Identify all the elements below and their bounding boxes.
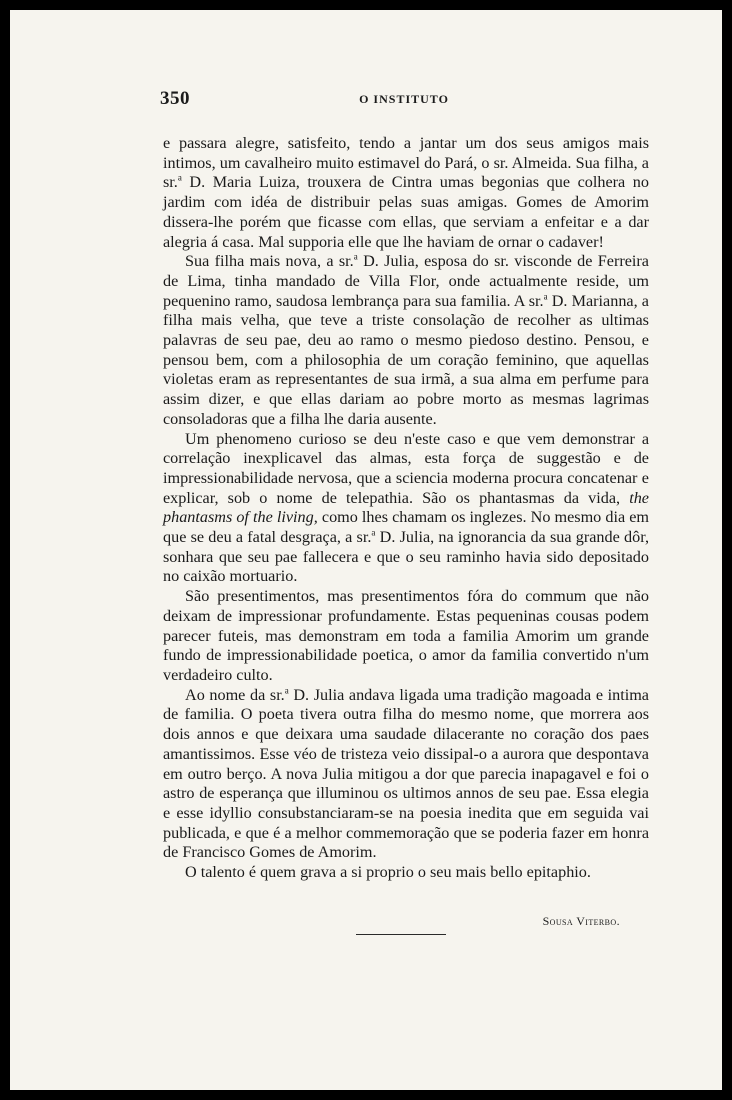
- text-segment: D. Marianna, a filha mais velha, que teve a triste consolação de recolher as ultimas palavras de seu pae, deu ao ramo o mesmo piedoso destino. Pensou, e pensou bem, com a philosophia de um coração feminino, que aquellas violetas eram as representantes de sua irmã, a sua alma em perfume para assim dizer, e que ellas dariam ao pobre morto as mesmas lagrimas consoladoras que a filha lhe daria ausente.: [163, 291, 649, 428]
- page-header: [160, 88, 648, 110]
- text-segment: como lhes chamam os inglezes. No mesmo dia em que se deu a fatal desgraça, a sr.: [163, 508, 649, 547]
- text-segment: D. Julia, esposa do sr. visconde de Ferreira de Lima, tinha mandado de Villa Flor, onde actualmente reside, um pequenino ramo, saudosa lembrança para sua familia. A sr.: [163, 252, 649, 310]
- book-page: [10, 10, 722, 1090]
- text-segment: Sua filha mais nova, a sr.: [185, 252, 354, 271]
- text-segment: Ao nome da sr.: [185, 685, 285, 704]
- author-signature: Sousa Viterbo.: [542, 914, 620, 928]
- paragraph: [163, 134, 649, 252]
- superscript: a: [371, 527, 376, 538]
- superscript: a: [284, 685, 289, 696]
- superscript: a: [543, 291, 548, 302]
- paragraph: [163, 587, 649, 686]
- text-segment: Um phenomeno curioso se deu n'este caso e que vem demonstrar a correlação inexplicavel das almas, esta força de suggestão e de impressionabilidade nervosa, que a sciencia moderna procura concatenar e explicar, sob o nome de telepathia. São os phantasmas da vida,: [163, 429, 649, 507]
- text-segment: D. Julia andava ligada uma tradição magoada e intima de familia. O poeta tivera outra filha do mesmo nome, que morrera aos dois annos e que deixara uma saudade dilacerante no coração dos paes amantissimos. Esse véo de tristeza veio dissipal-o a aurora que despontava em outro berço. A nova Julia mitigou a dor que parecia inapagavel e foi o astro de esperança que illuminou os ultimos annos de seu pae. Essa elegia e esse idyllio consubstanciaram-se na poesia inedita que em seguida vai publicada, e que é a melhor commemoração que se poderia fazer em honra de Francisco Gomes de Amorim.: [163, 685, 649, 862]
- superscript: a: [177, 173, 182, 184]
- paragraph: [163, 686, 649, 863]
- closing-rule: [356, 934, 446, 935]
- running-title: O INSTITUTO: [359, 92, 449, 106]
- italic-text: the phantasms of the living,: [163, 488, 649, 527]
- text-segment: e passara alegre, satisfeito, tendo a jantar um dos seus amigos mais intimos, um cavalheiro muito estimavel do Pará, o sr. Almeida. Sua filha, a sr.: [163, 134, 649, 192]
- body-text: [163, 134, 649, 883]
- text-segment: D. Maria Luiza, trouxera de Cintra umas begonias que colhera no jardim com idéa de distribuir pelas suas amigas. Gomes de Amorim dissera-lhe porém que ficasse com ellas, que serviam a enfeitar e a dar alegria á casa. Mal supporia elle que lhe haviam de ornar o cadaver!: [163, 173, 649, 251]
- paragraph: [163, 430, 649, 588]
- paragraph: [163, 863, 649, 883]
- text-segment: São presentimentos, mas presentimentos fóra do commum que não deixam de impressionar profundamente. Estas pequeninas cousas podem parecer futeis, mas demonstram em toda a familia Amorim um grande fundo de impressionabilidade poetica, o amor da familia convertido n'um verdadeiro culto.: [163, 587, 649, 684]
- page-number: 350: [160, 88, 190, 109]
- text-segment: O talento é quem grava a si proprio o seu mais bello epitaphio.: [185, 863, 591, 882]
- paragraph: [163, 252, 649, 429]
- text-segment: D. Julia, na ignorancia da sua grande dôr, sonhara que seu pae fallecera e que o seu raminho havia sido depositado no caixão mortuario.: [163, 528, 649, 586]
- superscript: a: [353, 251, 358, 262]
